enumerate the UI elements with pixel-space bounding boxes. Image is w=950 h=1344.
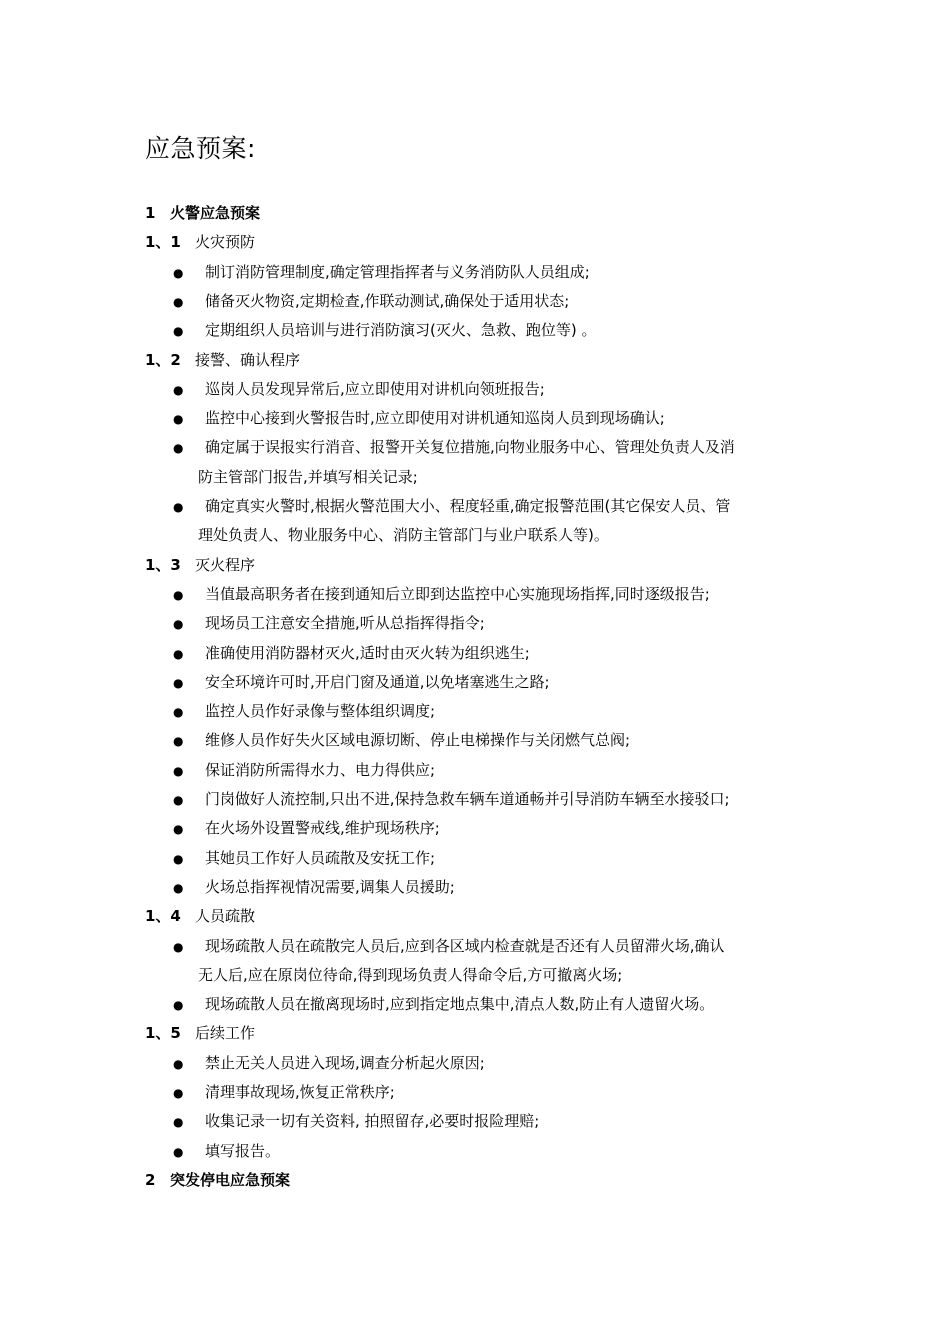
list-item <box>173 847 435 870</box>
list-item-text: 火场总指挥视情况需要,调集人员援助; <box>205 877 455 896</box>
bullet-icon: ● <box>173 294 184 309</box>
bullet-icon: ● <box>173 1115 184 1130</box>
list-item <box>173 935 725 958</box>
list-item <box>173 759 435 782</box>
section-number: 1 <box>145 204 156 222</box>
subsection-heading <box>145 554 255 576</box>
list-item <box>173 319 596 342</box>
list-item-text: 准确使用消防器材灭火,适时由灭火转为组织逃生; <box>205 643 530 662</box>
subsection-title: 后续工作 <box>195 1024 256 1043</box>
bullet-icon: ● <box>173 500 184 514</box>
list-item <box>173 612 485 635</box>
section-heading <box>145 1169 290 1191</box>
bullet-icon: ● <box>173 793 184 807</box>
bullet-icon: ● <box>173 1086 184 1100</box>
list-item-continuation <box>198 964 622 986</box>
bullet-icon: ● <box>173 763 184 778</box>
list-item-text: 其她员工作好人员疏散及安抚工作; <box>205 848 436 867</box>
bullet-icon: ● <box>173 734 184 749</box>
section-title: 火警应急预案 <box>170 204 261 222</box>
list-item-text: 无人后,应在原岗位待命,得到现场负责人得命令后,方可撤离火场; <box>198 965 623 984</box>
section-heading <box>145 202 260 224</box>
bullet-icon: ● <box>173 265 184 280</box>
list-item-text: 填写报告。 <box>205 1141 281 1160</box>
list-item-text: 现场员工注意安全措施,听从总指挥得指令; <box>205 614 485 633</box>
list-item <box>173 1110 539 1133</box>
subsection-number: 1、1 <box>145 233 181 252</box>
list-item-text: 定期组织人员培训与进行消防演习(灭火、急救、跑位等) 。 <box>205 321 597 340</box>
list-item <box>173 261 590 284</box>
list-item-text: 禁止无关人员进入现场,调查分析起火原因; <box>205 1053 485 1072</box>
bullet-icon: ● <box>173 617 184 632</box>
list-item-text: 保证消防所需得水力、电力得供应; <box>205 760 436 779</box>
bullet-icon: ● <box>173 412 184 427</box>
list-item-text: 理处负责人、物业服务中心、消防主管部门与业户联系人等)。 <box>198 526 609 545</box>
bullet-icon: ● <box>173 675 184 690</box>
list-item-text: 储备灭火物资,定期检查,作联动测试,确保处于适用状态; <box>205 291 570 310</box>
subsection-number: 1、4 <box>145 907 181 926</box>
list-item <box>173 817 440 840</box>
list-item-text: 当值最高职务者在接到通知后立即到达监控中心实施现场指挥,同时逐级报告; <box>205 584 710 603</box>
bullet-icon: ● <box>173 1144 184 1159</box>
subsection-heading <box>145 905 255 927</box>
section-number: 2 <box>145 1170 156 1189</box>
list-item-text: 在火场外设置警戒线,维护现场秩序; <box>205 819 440 838</box>
bullet-icon: ● <box>173 1056 184 1071</box>
list-item <box>173 993 714 1016</box>
list-item-text: 监控人员作好录像与整体组织调度; <box>205 702 436 721</box>
bullet-icon: ● <box>173 382 184 397</box>
list-item <box>173 788 730 811</box>
list-item <box>173 407 665 430</box>
list-item-text: 防主管部门报告,并填写相关记录; <box>198 467 418 486</box>
list-item <box>173 1140 280 1163</box>
bullet-icon: ● <box>173 441 184 456</box>
list-item-text: 确定真实火警时,根据火警范围大小、程度轻重,确定报警范围(其它保安人员、管 <box>205 497 731 515</box>
list-item-text: 门岗做好人流控制,只出不进,保持急救车辆车道通畅并引导消防车辆至水接驳口; <box>205 790 730 808</box>
list-item <box>173 700 435 723</box>
subsection-number: 1、5 <box>145 1024 181 1043</box>
subsection-title: 接警、确认程序 <box>195 350 301 369</box>
list-item-text: 维修人员作好失火区域电源切断、停止电梯操作与关闭燃气总阀; <box>205 731 631 750</box>
list-item <box>173 1081 395 1104</box>
bullet-icon: ● <box>173 587 184 602</box>
list-item-text: 清理事故现场,恢复正常秩序; <box>205 1083 395 1101</box>
list-item <box>173 729 630 752</box>
list-item-text: 安全环境许可时,开启门窗及通道,以免堵塞逃生之路; <box>205 672 550 691</box>
list-item-text: 监控中心接到火警报告时,应立即使用对讲机通知巡岗人员到现场确认; <box>205 409 665 428</box>
bullet-icon: ● <box>173 822 184 837</box>
page-title: 应急预案: <box>145 134 256 163</box>
list-item <box>173 436 735 459</box>
subsection-heading <box>145 349 300 371</box>
list-item <box>173 876 455 899</box>
list-item <box>173 290 569 313</box>
list-item-text: 巡岗人员发现异常后,应立即使用对讲机向领班报告; <box>205 379 545 398</box>
list-item-text: 现场疏散人员在疏散完人员后,应到各区域内检查就是否还有人员留滞火场,确认 <box>205 936 725 955</box>
bullet-icon: ● <box>173 998 184 1013</box>
bullet-icon: ● <box>173 324 184 339</box>
bullet-icon: ● <box>173 705 184 720</box>
bullet-icon: ● <box>173 851 184 866</box>
list-item-text: 现场疏散人员在撤离现场时,应到指定地点集中,清点人数,防止有人遗留火场。 <box>205 995 715 1014</box>
list-item <box>173 378 545 401</box>
list-item <box>173 642 530 665</box>
list-item <box>173 1052 485 1075</box>
section-title: 突发停电应急预案 <box>170 1170 291 1189</box>
subsection-heading <box>145 1022 255 1044</box>
list-item <box>173 583 710 606</box>
list-item-continuation <box>198 466 418 488</box>
subsection-number: 1、2 <box>145 350 181 369</box>
list-item-continuation <box>198 524 609 546</box>
list-item-text: 确定属于误报实行消音、报警开关复位措施,向物业服务中心、管理处负责人及消 <box>205 438 735 457</box>
list-item-text: 收集记录一切有关资料, 拍照留存,必要时报险理赔; <box>205 1112 540 1131</box>
bullet-icon: ● <box>173 646 184 661</box>
subsection-number: 1、3 <box>145 555 181 574</box>
list-item-text: 制订消防管理制度,确定管理指挥者与义务消防队人员组成; <box>205 262 590 281</box>
list-item <box>173 495 730 518</box>
bullet-icon: ● <box>173 939 184 954</box>
subsection-title: 人员疏散 <box>195 907 256 926</box>
subsection-title: 火灾预防 <box>195 233 256 252</box>
list-item <box>173 671 550 694</box>
subsection-title: 灭火程序 <box>195 555 256 574</box>
subsection-heading <box>145 231 255 253</box>
bullet-icon: ● <box>173 880 184 895</box>
